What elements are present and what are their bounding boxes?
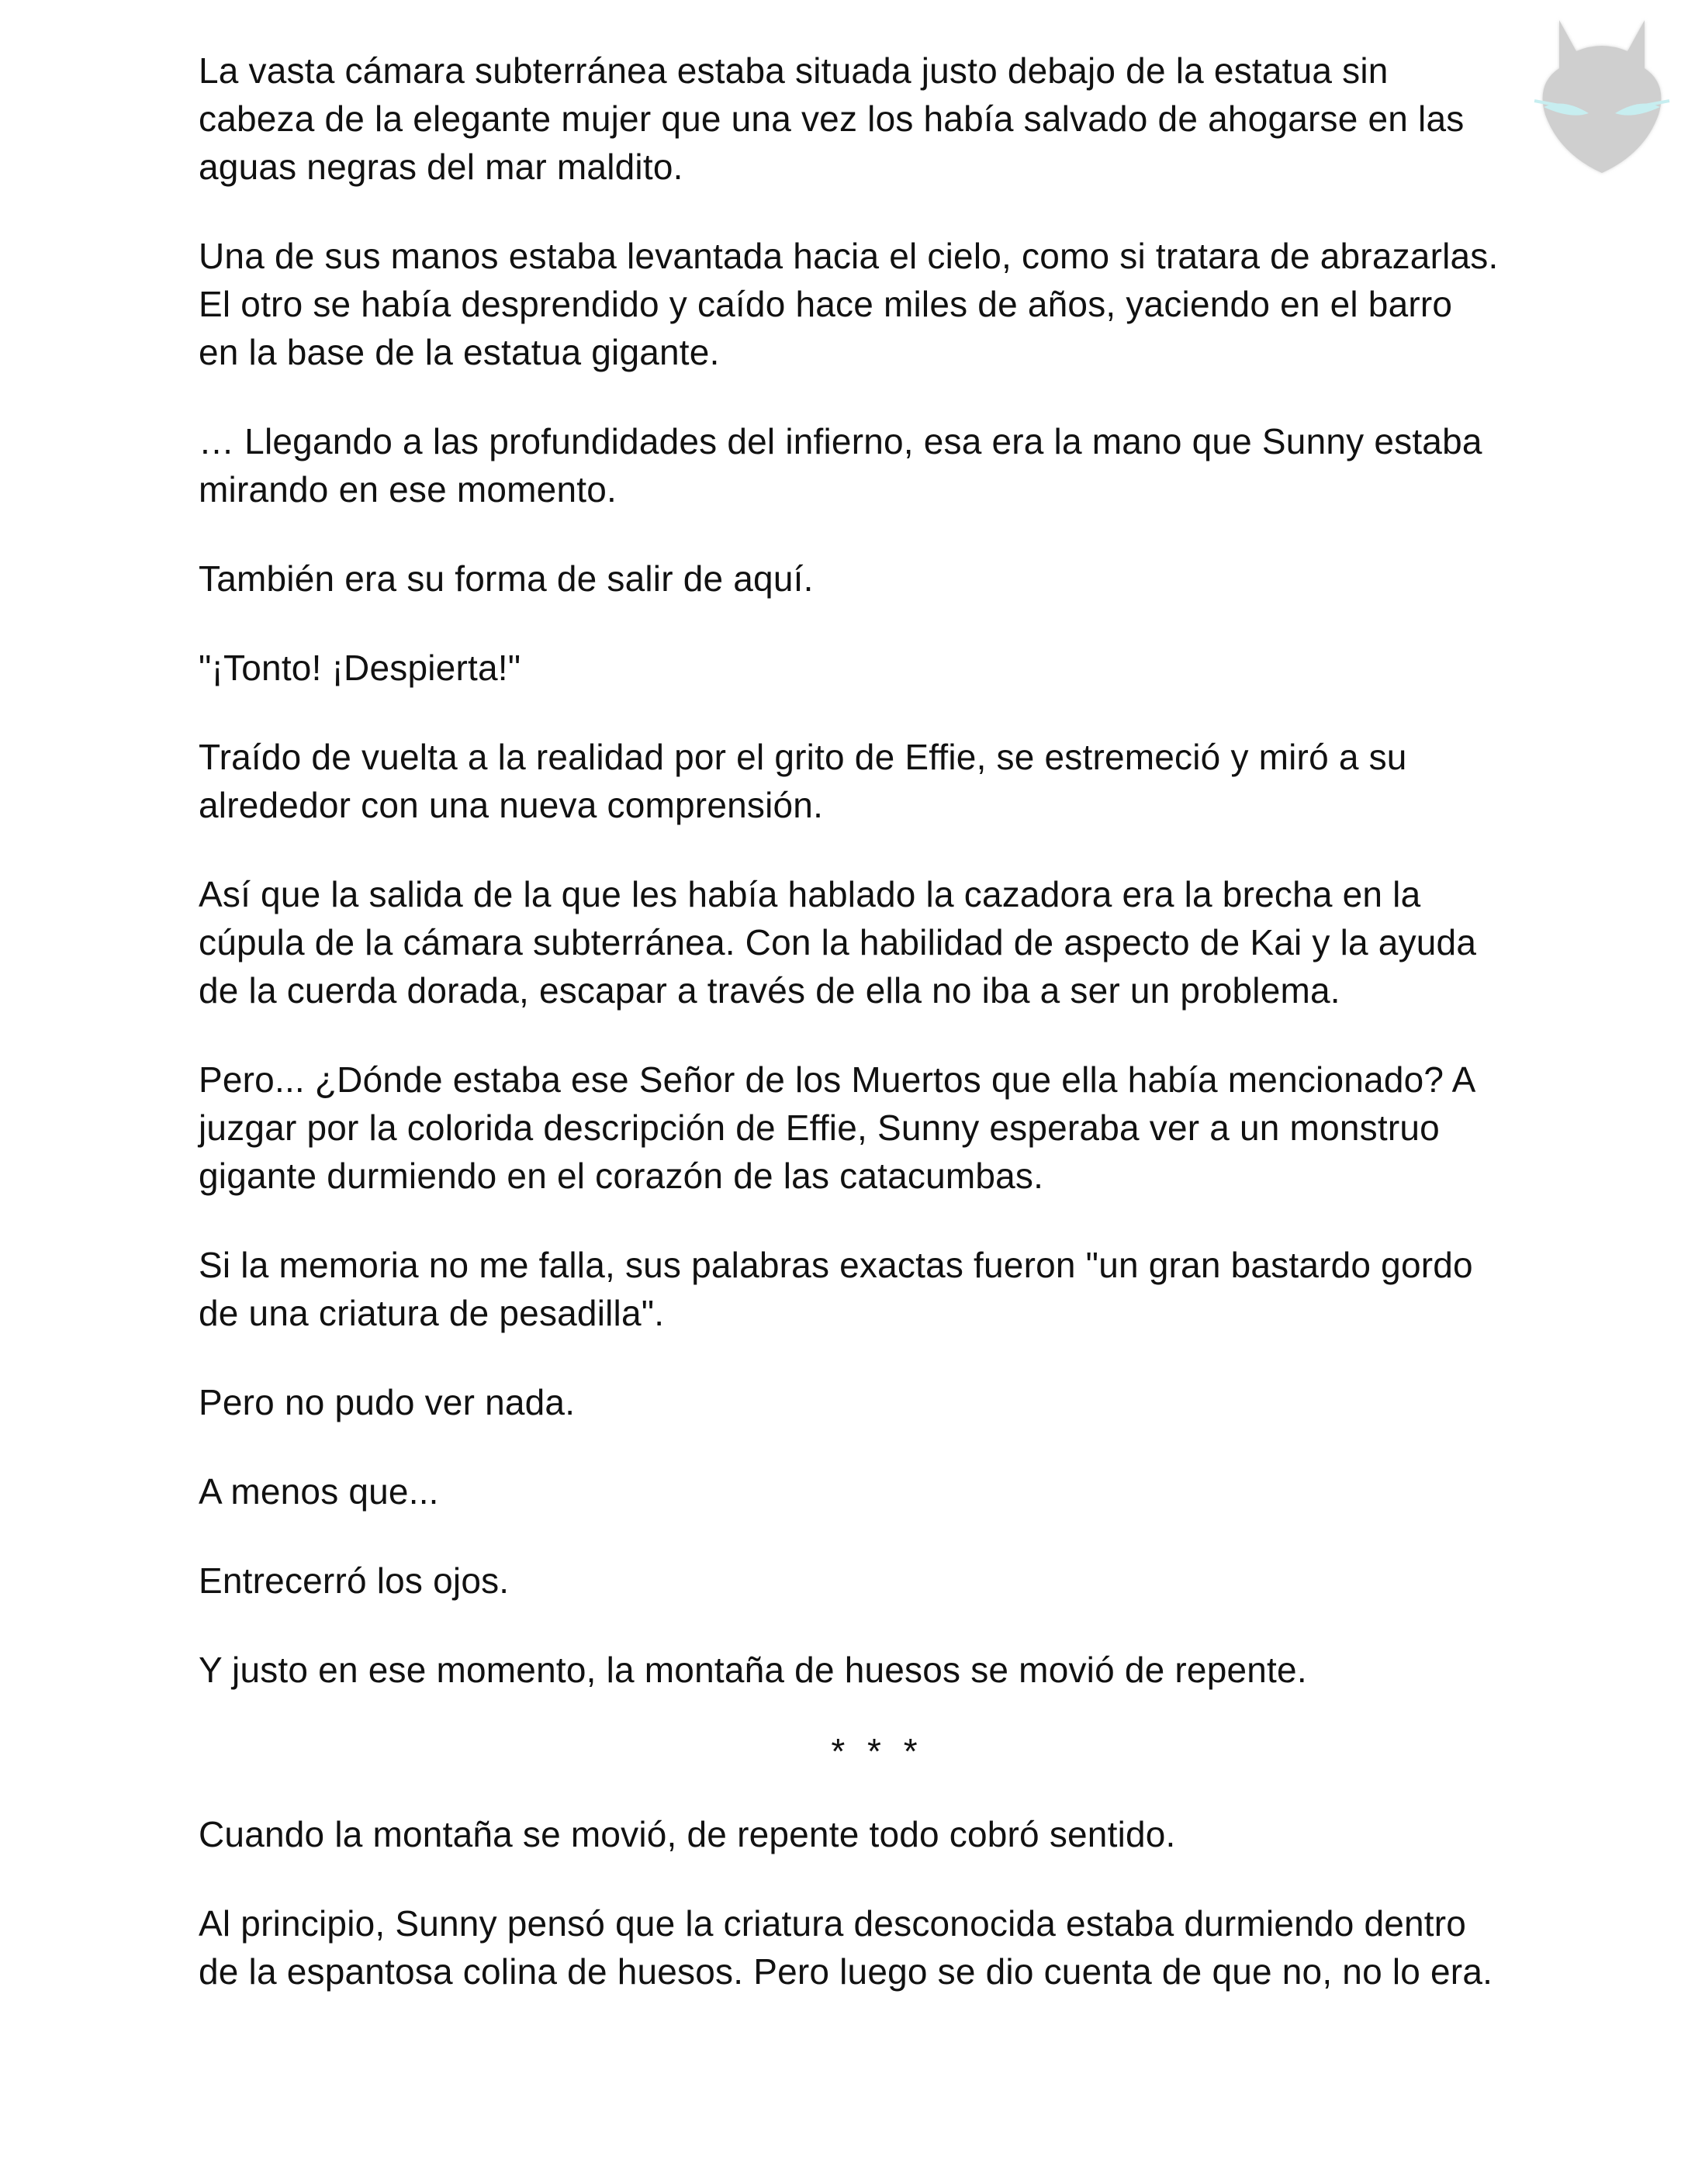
paragraph: La vasta cámara subterránea estaba situada justo debajo de la estatua sin cabeza de la elegante mujer que una vez los había salvado de ahogarse en las aguas negras del mar maldito. [199, 50, 1465, 187]
paragraph: Pero... ¿Dónde estaba ese Señor de los Muertos que ella había mencionado? A juzgar por la colorida descripción de Effie, Sunny esperaba ver a un monstruo gigante durmiendo en el corazón de las catacumbas. [199, 1059, 1474, 1196]
paragraph: A menos que... [199, 1471, 439, 1512]
demon-head-icon [1528, 14, 1676, 177]
document-body [199, 47, 1502, 2037]
paragraph: Una de sus manos estaba levantada hacia el cielo, como si tratara de abrazarlas. El otro se había desprendido y caído hace miles de años, yaciendo en el barro en la base de la estatua gigante. [199, 236, 1499, 372]
paragraph: Pero no pudo ver nada. [199, 1382, 576, 1422]
section-before [199, 47, 1502, 1694]
paragraph: Así que la salida de la que les había hablado la cazadora era la brecha en la cúpula de la cámara subterránea. Con la habilidad de aspecto de Kai y la ayuda de la cuerda dorada, escapar a través de ella no iba a ser un problema. [199, 874, 1477, 1011]
paragraph: Traído de vuelta a la realidad por el grito de Effie, se estremeció y miró a su alrededor con una nueva comprensión. [199, 737, 1407, 825]
paragraph: … Llegando a las profundidades del infierno, esa era la mano que Sunny estaba mirando en ese momento. [199, 421, 1482, 510]
demon-head-shape [1543, 20, 1662, 173]
paragraph: Si la memoria no me falla, sus palabras exactas fueron "un gran bastardo gordo de una criatura de pesadilla". [199, 1245, 1473, 1333]
paragraph: Entrecerró los ojos. [199, 1560, 510, 1601]
paragraph: Y justo en ese momento, la montaña de huesos se movió de repente. [199, 1650, 1307, 1690]
scene-separator: * * * [831, 1731, 924, 1771]
paragraph: "¡Tonto! ¡Despierta!" [199, 648, 521, 688]
paragraph: Al principio, Sunny pensó que la criatura desconocida estaba durmiendo dentro de la espantosa colina de huesos. Pero luego se dio cuenta de que no, no lo era. [199, 1903, 1493, 1992]
section-after [199, 1810, 1502, 1996]
paragraph: Cuando la montaña se movió, de repente todo cobró sentido. [199, 1814, 1176, 1854]
paragraph: También era su forma de salir de aquí. [199, 558, 814, 599]
